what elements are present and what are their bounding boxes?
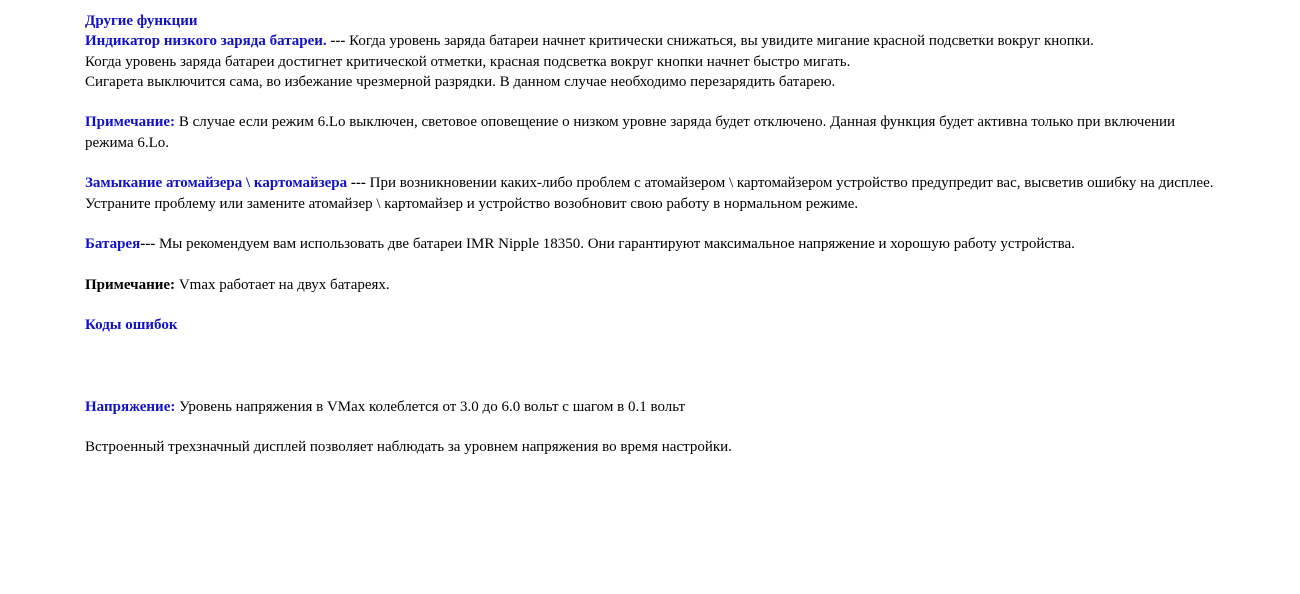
low-battery-text-2: Когда уровень заряда батареи достигнет критической отметки, красная подсветка вокруг кнопки начнет быстро мигать. bbox=[85, 53, 851, 70]
voltage-paragraph bbox=[85, 397, 1220, 417]
battery-label: Батарея bbox=[85, 236, 141, 253]
note-1-text: В случае если режим 6.Lo выключен, световое оповещение о низком уровне заряда будет отключено. Данная функция будет активна только при включении режима 6.Lo. bbox=[85, 114, 1176, 151]
spacer bbox=[85, 92, 1220, 112]
low-battery-dash: --- bbox=[326, 33, 350, 50]
short-circuit-dash: --- bbox=[347, 175, 370, 192]
low-battery-paragraph bbox=[85, 31, 1220, 51]
note-2-text: Vmax работает на двух батареях. bbox=[175, 276, 390, 293]
low-battery-text-1: Когда уровень заряда батареи начнет критически снижаться, вы увидите мигание красной подсветки вокруг кнопки. bbox=[349, 33, 1094, 50]
short-circuit-text-1: При возникновении каких-либо проблем с атомайзером \ картомайзером устройство предупредит вас, высветив ошибку на дисплее. bbox=[369, 175, 1214, 192]
spacer bbox=[85, 255, 1220, 275]
battery-dash: --- bbox=[140, 236, 159, 253]
short-circuit-text-2: Устраните проблему или замените атомайзер \ картомайзер и устройство возобновит свою работу в нормальном режиме. bbox=[85, 195, 859, 212]
short-circuit-paragraph bbox=[85, 173, 1220, 193]
note-2-label: Примечание: bbox=[85, 276, 176, 293]
note-1-paragraph bbox=[85, 112, 1220, 153]
spacer bbox=[85, 295, 1220, 315]
voltage-text: Уровень напряжения в VMax колеблется от 3.0 до 6.0 вольт с шагом в 0.1 вольт bbox=[175, 398, 686, 415]
display-paragraph: Встроенный трехзначный дисплей позволяет наблюдать за уровнем напряжения во время настройки. bbox=[85, 439, 732, 456]
document-body bbox=[85, 11, 1220, 458]
low-battery-label: Индикатор низкого заряда батареи. bbox=[85, 33, 327, 50]
spacer bbox=[85, 153, 1220, 173]
spacer bbox=[85, 376, 1220, 396]
spacer bbox=[85, 336, 1220, 377]
error-codes-heading: Коды ошибок bbox=[85, 317, 178, 334]
note-2-paragraph bbox=[85, 275, 1220, 295]
spacer bbox=[85, 214, 1220, 234]
battery-text: Мы рекомендуем вам использовать две батареи IMR Nipple 18350. Они гарантируют максимальное напряжение и хорошую работу устройства. bbox=[158, 236, 1075, 253]
low-battery-text-3: Сигарета выключится сама, во избежание чрезмерной разрядки. В данном случае необходимо перезарядить батарею. bbox=[85, 73, 836, 90]
other-functions-heading: Другие функции bbox=[85, 13, 198, 29]
battery-paragraph bbox=[85, 234, 1220, 254]
note-1-label: Примечание: bbox=[85, 114, 176, 131]
spacer bbox=[85, 417, 1220, 437]
short-circuit-label: Замыкание атомайзера \ картомайзера bbox=[85, 175, 348, 192]
voltage-label: Напряжение: bbox=[85, 398, 176, 415]
